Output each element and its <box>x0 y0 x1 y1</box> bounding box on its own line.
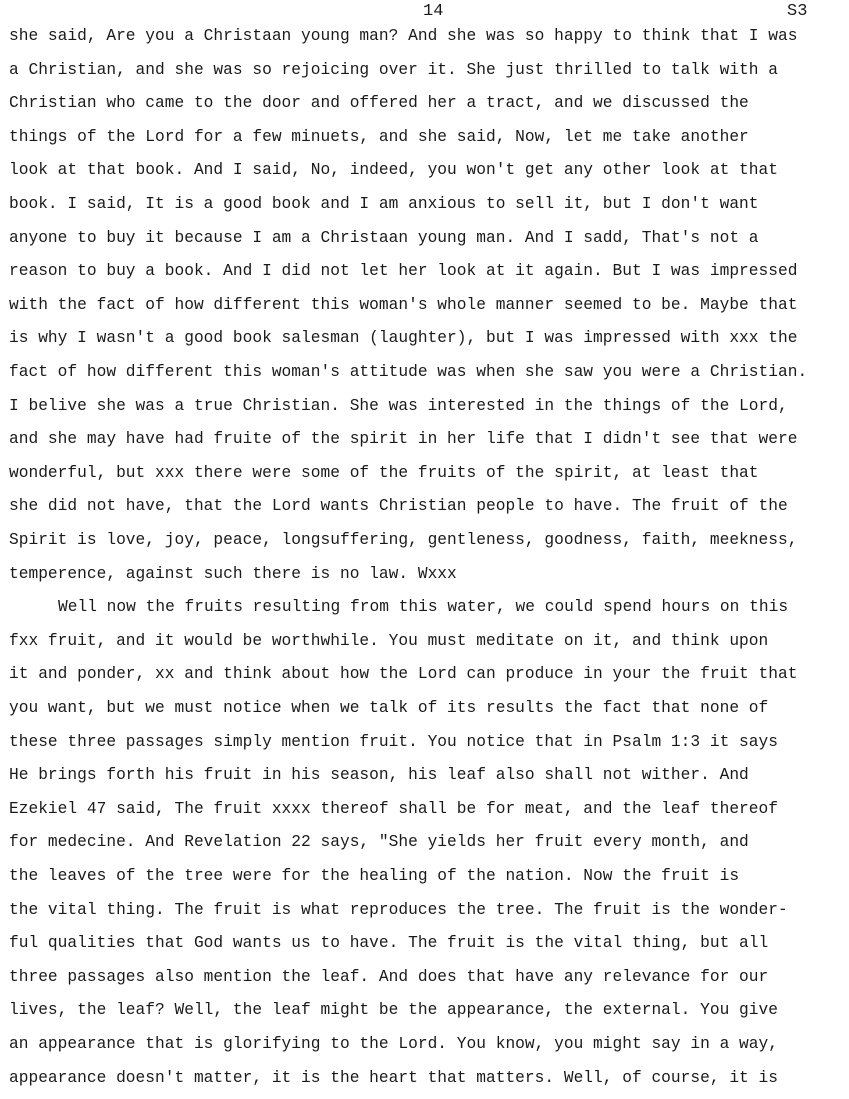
page-number: 14 <box>423 2 444 21</box>
text-line: with the fact of how different this woman's whole manner seemed to be. Maybe that <box>9 295 798 314</box>
text-line: and she may have had fruite of the spirit in her life that I didn't see that were <box>9 430 798 449</box>
text-line: three passages also mention the leaf. And does that have any relevance for our <box>9 967 769 986</box>
text-line: appearance doesn't matter, it is the heart that matters. Well, of course, it is <box>9 1068 778 1087</box>
text-line: anyone to buy it because I am a Christaan young man. And I sadd, That's not a <box>9 228 759 247</box>
text-line: she said, Are you a Christaan young man? And she was so happy to think that I was <box>9 27 798 45</box>
text-line: ful qualities that God wants us to have. The fruit is the vital thing, but all <box>9 934 769 953</box>
text-line: He brings forth his fruit in his season, his leaf also shall not wither. And <box>9 766 749 785</box>
text-line: lives, the leaf? Well, the leaf might be the appearance, the external. You give <box>9 1001 778 1020</box>
text-line: you want, but we must notice when we talk of its results the fact that none of <box>9 699 769 717</box>
text-line: Spirit is love, joy, peace, longsuffering, gentleness, goodness, faith, meekness, <box>9 531 798 549</box>
text-line: a Christian, and she was so rejoicing over it. She just thrilled to talk with a <box>9 60 778 79</box>
text-line: temperence, against such there is no law. Wxxx <box>9 564 457 583</box>
text-line: fact of how different this woman's attitude was when she saw you were a Christian. <box>9 363 808 381</box>
text-line: the leaves of the tree were for the healing of the nation. Now the fruit is <box>9 867 740 885</box>
text-line: the vital thing. The fruit is what reproduces the tree. The fruit is the wonder- <box>9 900 788 919</box>
page-code: S3 <box>787 2 808 21</box>
text-line: Ezekiel 47 said, The fruit xxxx thereof shall be for meat, and the leaf thereof <box>9 799 778 818</box>
text-line: Well now the fruits resulting from this water, we could spend hours on this <box>58 598 789 617</box>
text-line: fxx fruit, and it would be worthwhile. You must meditate on it, and think upon <box>9 631 769 650</box>
text-line: it and ponder, xx and think about how the Lord can produce in your the fruit that <box>9 665 798 684</box>
text-line: look at that book. And I said, No, indeed, you won't get any other look at that <box>9 161 778 180</box>
text-line: Christian who came to the door and offered her a tract, and we discussed the <box>9 94 749 113</box>
text-line: is why I wasn't a good book salesman (laughter), but I was impressed with xxx the <box>9 329 798 348</box>
text-line: for medecine. And Revelation 22 says, "She yields her fruit every month, and <box>9 833 749 852</box>
text-line: things of the Lord for a few minuets, and she said, Now, let me take another <box>9 127 749 146</box>
text-line: I belive she was a true Christian. She was interested in the things of the Lord, <box>9 396 788 415</box>
text-line: an appearance that is glorifying to the Lord. You know, you might say in a way, <box>9 1035 778 1053</box>
text-line: reason to buy a book. And I did not let her look at it again. But I was impressed <box>9 262 798 281</box>
text-line: wonderful, but xxx there were some of the fruits of the spirit, at least that <box>9 463 759 482</box>
text-line: book. I said, It is a good book and I am anxious to sell it, but I don't want <box>9 195 759 213</box>
text-line: these three passages simply mention fruit. You notice that in Psalm 1:3 it says <box>9 732 778 751</box>
text-line: she did not have, that the Lord wants Christian people to have. The fruit of the <box>9 497 788 516</box>
